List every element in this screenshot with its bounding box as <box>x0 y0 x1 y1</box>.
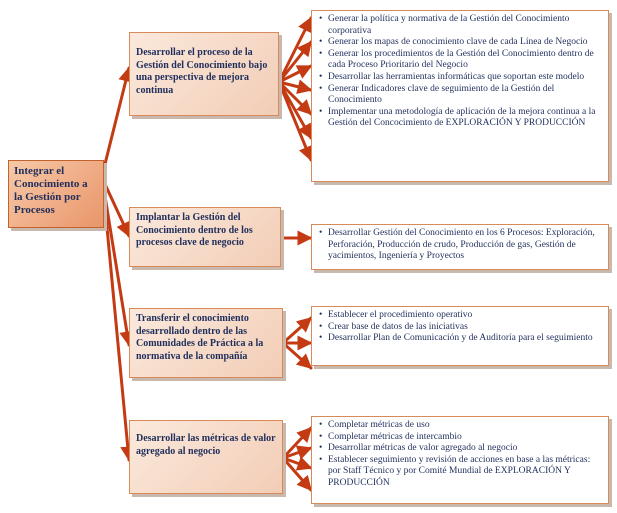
list-item: • Desarrollar métricas de valor agregado al negocio <box>328 443 602 455</box>
branch-list-4 <box>311 416 609 504</box>
branch-node-label: Implantar la Gestión del Conocimiento dentro de los procesos clave de negocio <box>136 212 253 248</box>
list-item: • Generar los mapas de conocimiento clave de cada Línea de Negocio <box>328 37 602 49</box>
root-node-label: Integrar el Conocimiento a la Gestión por Procesos <box>14 165 88 216</box>
list-item: • Establecer seguimiento y revisión de acciones en base a las métricas: por Staff Técnico y por Comité Mundial de EXPLORACIÓN Y PRODUCCIÓN <box>328 455 602 490</box>
branch-node-4 <box>129 420 283 494</box>
list-item: • Generar Indicadores clave de seguimiento de la Gestión del Conocimiento <box>328 84 602 107</box>
list-item: • Establecer el procedimiento operativo <box>328 310 602 322</box>
list-item: • Desarrollar las herramientas informáticas que soportan este modelo <box>328 72 602 84</box>
branch-node-label: Desarrollar las métricas de valor agregado al negocio <box>136 433 276 457</box>
list-item: • Desarrollar Gestión del Conocimiento en los 6 Procesos: Exploración, Perforación, Producción de crudo, Producción de gas, Gestión de yacimientos, Ingeniería y Proyectos <box>328 228 602 263</box>
branch-list-1 <box>311 10 609 182</box>
branch-list-3 <box>311 306 609 366</box>
list-item: • Completar métricas de intercambio <box>328 432 602 444</box>
root-node <box>8 160 104 228</box>
list-item: • Completar métricas de uso <box>328 420 602 432</box>
arrow-root-branch-1 <box>104 68 129 168</box>
branch-node-label: Transferir el conocimiento desarrollado dentro de las Comunidades de Práctica a la normativa de la compañía <box>136 313 264 362</box>
branch-node-3 <box>129 308 283 378</box>
list-item: • Generar los procedimientos de la Gestión del Conocimiento dentro de cada Proceso Prioritario del Negocio <box>328 49 602 72</box>
branch-node-1 <box>129 32 279 116</box>
branch-list-2 <box>311 224 609 270</box>
list-item: • Implementar una metodología de aplicación de la mejora continua a la Gestión del Concocimiento de EXPLORACIÓN Y PRODUCCIÓN <box>328 107 602 130</box>
list-item: • Desarrollar Plan de Comunicación y de Auditoría para el seguimiento <box>328 333 602 345</box>
list-item: • Crear base de datos de las iniciativas <box>328 322 602 334</box>
branch-node-2 <box>129 207 281 267</box>
branch-node-label: Desarrollar el proceso de la Gestión del Conocimiento bajo una perspectiva de mejora continua <box>136 47 268 96</box>
list-item: • Generar la política y normativa de la Gestión del Conocimiento corporativa <box>328 14 602 37</box>
